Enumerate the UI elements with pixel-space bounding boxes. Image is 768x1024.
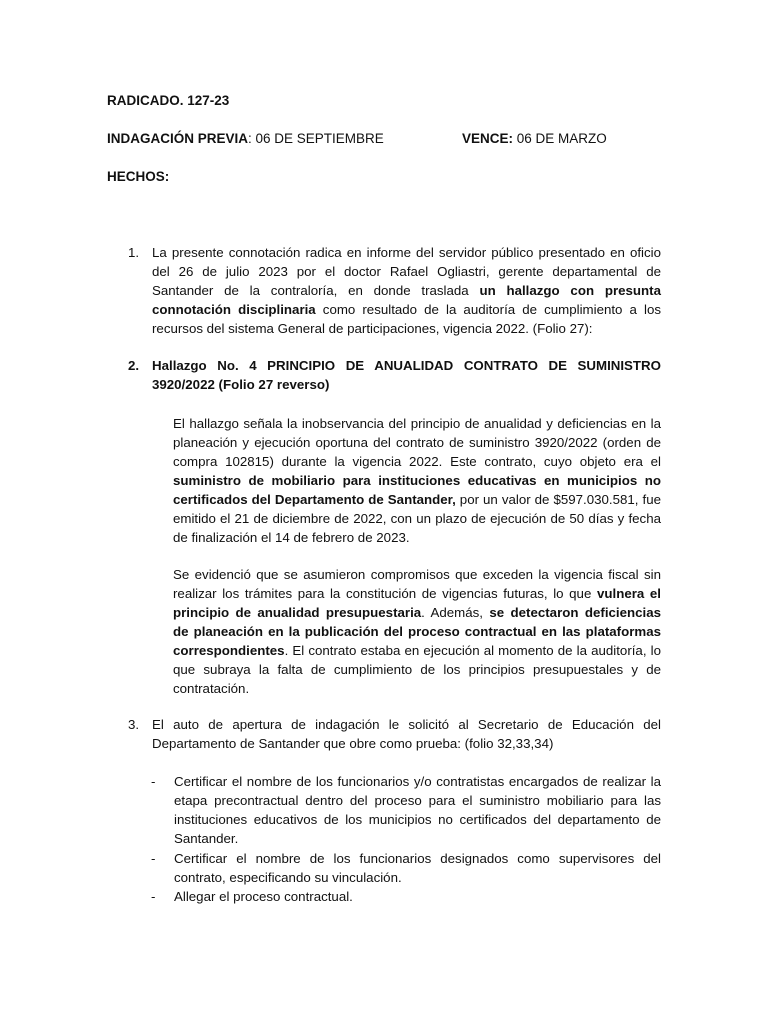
vence-line	[462, 129, 607, 148]
para-b-text-1: Se evidenció que se asumieron compromisos que exceden la vigencia fiscal sin realizar los trámites para la constitución de vigencias futuras, lo que	[173, 567, 661, 601]
bullet-text-3: Allegar el proceso contractual.	[174, 889, 353, 904]
indagacion-label: INDAGACIÓN PREVIA	[107, 131, 249, 146]
item1-text-c: como resultado de la auditoría de cumplimiento a los recursos del sistema General de participaciones, vigencia 2022. (Folio 27):	[152, 302, 661, 336]
hechos-heading	[107, 167, 169, 186]
para-a-bold: suministro de mobiliario para instituciones educativas en municipios no certificados del Departamento de Santander,	[173, 473, 661, 507]
para-a-text-1: El hallazgo señala la inobservancia del principio de anualidad y deficiencias en la planeación y ejecución oportuna del contrato de suministro 3920/2022 (orden de compra 102815) durante la vigencia 2022. Este contrato, cuyo objeto era el	[173, 416, 661, 469]
list-text-1	[152, 243, 661, 338]
bullet-dash-2: -	[151, 851, 156, 866]
list-number-2: 2.	[128, 358, 140, 373]
hechos-text: HECHOS:	[107, 169, 170, 184]
indagacion-line	[107, 129, 384, 148]
item1-text-a: La presente connotación radica en informe del servidor público presentado en oficio del 26 de julio 2023 por el doctor Rafael Ogliastri, gerente departamental de Santander de la contraloría, en donde traslada	[152, 245, 661, 298]
list-number-3: 3.	[128, 717, 140, 732]
radicado-text: RADICADO. 127-23	[107, 93, 230, 108]
bullet-text-1: Certificar el nombre de los funcionarios y/o contratistas encargados de realizar la etapa precontractual dentro del proceso para el suministro mobiliario para las instituciones educativos de los municipios no certificados del departamento de Santander.	[174, 774, 661, 846]
bullet-dash-1: -	[151, 774, 156, 789]
bullet-text-2: Certificar el nombre de los funcionarios designados como supervisores del contrato, especificando su vinculación.	[174, 851, 661, 885]
list-number-1: 1.	[128, 245, 140, 260]
para-a-text-2: por un valor de $597.030.581, fue emitido el 21 de diciembre de 2022, con un plazo de ejecución de 50 días y fecha de finalización el 14 de febrero de 2023.	[173, 492, 661, 545]
indagacion-value: : 06 DE SEPTIEMBRE	[248, 131, 384, 146]
hallazgo-paragraph-1	[173, 414, 661, 547]
vence-value: 06 DE MARZO	[513, 131, 607, 146]
para-b-text-2: . Además,	[421, 605, 490, 620]
bullet-dash-3: -	[151, 889, 156, 904]
vence-label: VENCE:	[462, 131, 514, 146]
list-text-3: El auto de apertura de indagación le solicitó al Secretario de Educación del Departamento de Santander que obre como prueba: (folio 32,33,34)	[152, 717, 661, 751]
para-b-bold-1: vulnera el principio de anualidad presupuestaria	[173, 586, 661, 620]
para-b-text-3: . El contrato estaba en ejecución al momento de la auditoría, lo que subraya la falta de cumplimiento de los principios presupuestales y de contratación.	[173, 643, 661, 696]
hallazgo-paragraph-2	[173, 565, 661, 698]
item1-text-bold: un hallazgo con presunta connotación disciplinaria	[152, 283, 661, 317]
para-b-bold-2: se detectaron deficiencias de planeación en la publicación del proceso contractual en las plataformas correspondientes	[173, 605, 661, 658]
list-text-2: Hallazgo No. 4 PRINCIPIO DE ANUALIDAD CONTRATO DE SUMINISTRO 3920/2022 (Folio 27 reverso)	[152, 358, 661, 392]
radicado-heading	[107, 91, 229, 110]
